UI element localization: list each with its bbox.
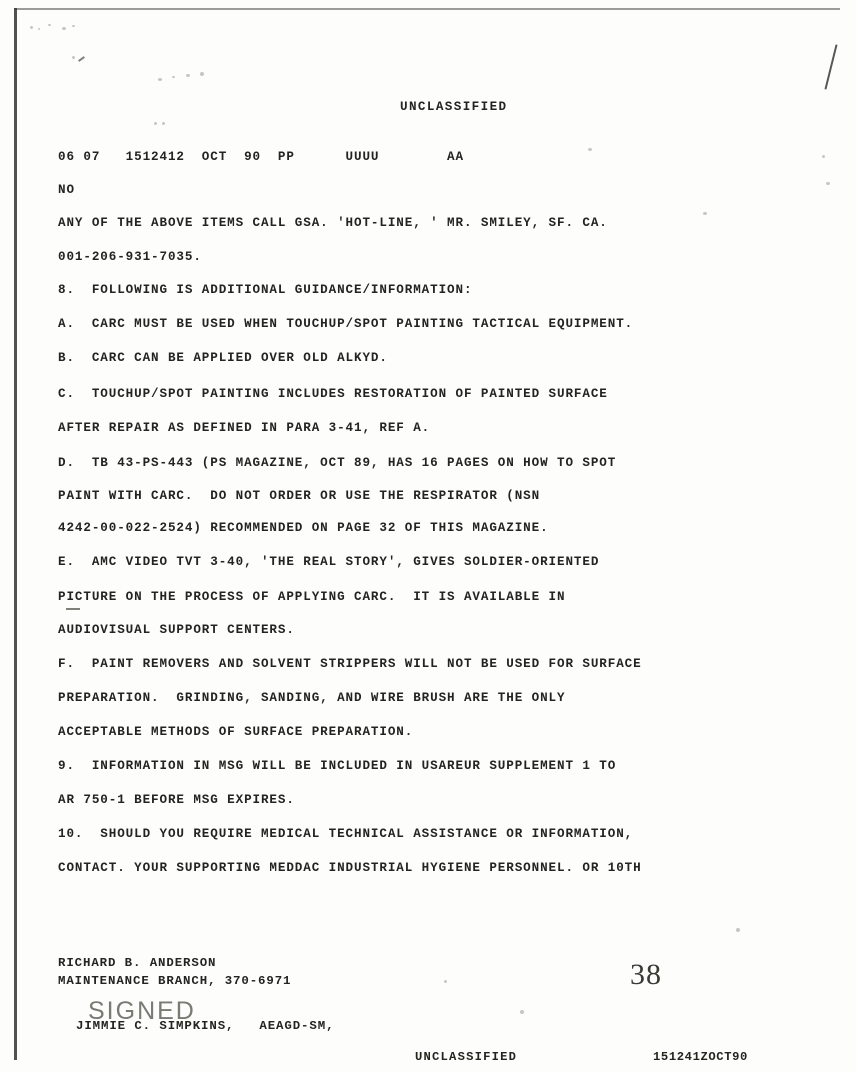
document-line: 001-206-931-7035. [58, 250, 202, 264]
document-line: AUDIOVISUAL SUPPORT CENTERS. [58, 623, 295, 637]
page-number: 38 [630, 958, 662, 991]
signed-stamp: SIGNED [88, 997, 196, 1025]
document-line: PICTURE ON THE PROCESS OF APPLYING CARC. IT IS AVAILABLE IN [58, 590, 566, 604]
document-line: PAINT WITH CARC. DO NOT ORDER OR USE THE RESPIRATOR (NSN [58, 489, 541, 503]
document-line: F. PAINT REMOVERS AND SOLVENT STRIPPERS WILL NOT BE USED FOR SURFACE [58, 657, 642, 671]
document-line: ANY OF THE ABOVE ITEMS CALL GSA. 'HOT-LINE, ' MR. SMILEY, SF. CA. [58, 216, 608, 230]
classification-footer: UNCLASSIFIED [415, 1050, 518, 1064]
document-line: A. CARC MUST BE USED WHEN TOUCHUP/SPOT PAINTING TACTICAL EQUIPMENT. [58, 317, 634, 331]
footer-datetime: 151241ZOCT90 [653, 1050, 748, 1064]
document-line: 10. SHOULD YOU REQUIRE MEDICAL TECHNICAL ASSISTANCE OR INFORMATION, [58, 827, 634, 841]
document-line: D. TB 43-PS-443 (PS MAGAZINE, OCT 89, HAS 16 PAGES ON HOW TO SPOT [58, 456, 617, 470]
signature-name: JIMMIE C. SIMPKINS, AEAGD-SM, [76, 1019, 335, 1033]
document-line: ACCEPTABLE METHODS OF SURFACE PREPARATION. [58, 725, 414, 739]
document-line: E. AMC VIDEO TVT 3-40, 'THE REAL STORY', GIVES SOLDIER-ORIENTED [58, 555, 600, 569]
classification-header: UNCLASSIFIED [400, 100, 508, 114]
document-line: PREPARATION. GRINDING, SANDING, AND WIRE BRUSH ARE THE ONLY [58, 691, 566, 705]
document-line: 4242-00-022-2524) RECOMMENDED ON PAGE 32 OF THIS MAGAZINE. [58, 521, 549, 535]
document-line: C. TOUCHUP/SPOT PAINTING INCLUDES RESTORATION OF PAINTED SURFACE [58, 387, 608, 401]
document-line: NO [58, 183, 75, 197]
document-line: 8. FOLLOWING IS ADDITIONAL GUIDANCE/INFORMATION: [58, 283, 473, 297]
document-line: B. CARC CAN BE APPLIED OVER OLD ALKYD. [58, 351, 388, 365]
document-line: AFTER REPAIR AS DEFINED IN PARA 3-41, REF A. [58, 421, 431, 435]
document-line: 06 07 1512412 OCT 90 PP UUUU AA [58, 150, 464, 164]
signature-block-line: RICHARD B. ANDERSON [58, 956, 217, 970]
document-line: 9. INFORMATION IN MSG WILL BE INCLUDED IN USAREUR SUPPLEMENT 1 TO [58, 759, 617, 773]
document-line: AR 750-1 BEFORE MSG EXPIRES. [58, 793, 295, 807]
signature-block-line: MAINTENANCE BRANCH, 370-6971 [58, 974, 292, 988]
document-line: CONTACT. YOUR SUPPORTING MEDDAC INDUSTRIAL HYGIENE PERSONNEL. OR 10TH [58, 861, 642, 875]
